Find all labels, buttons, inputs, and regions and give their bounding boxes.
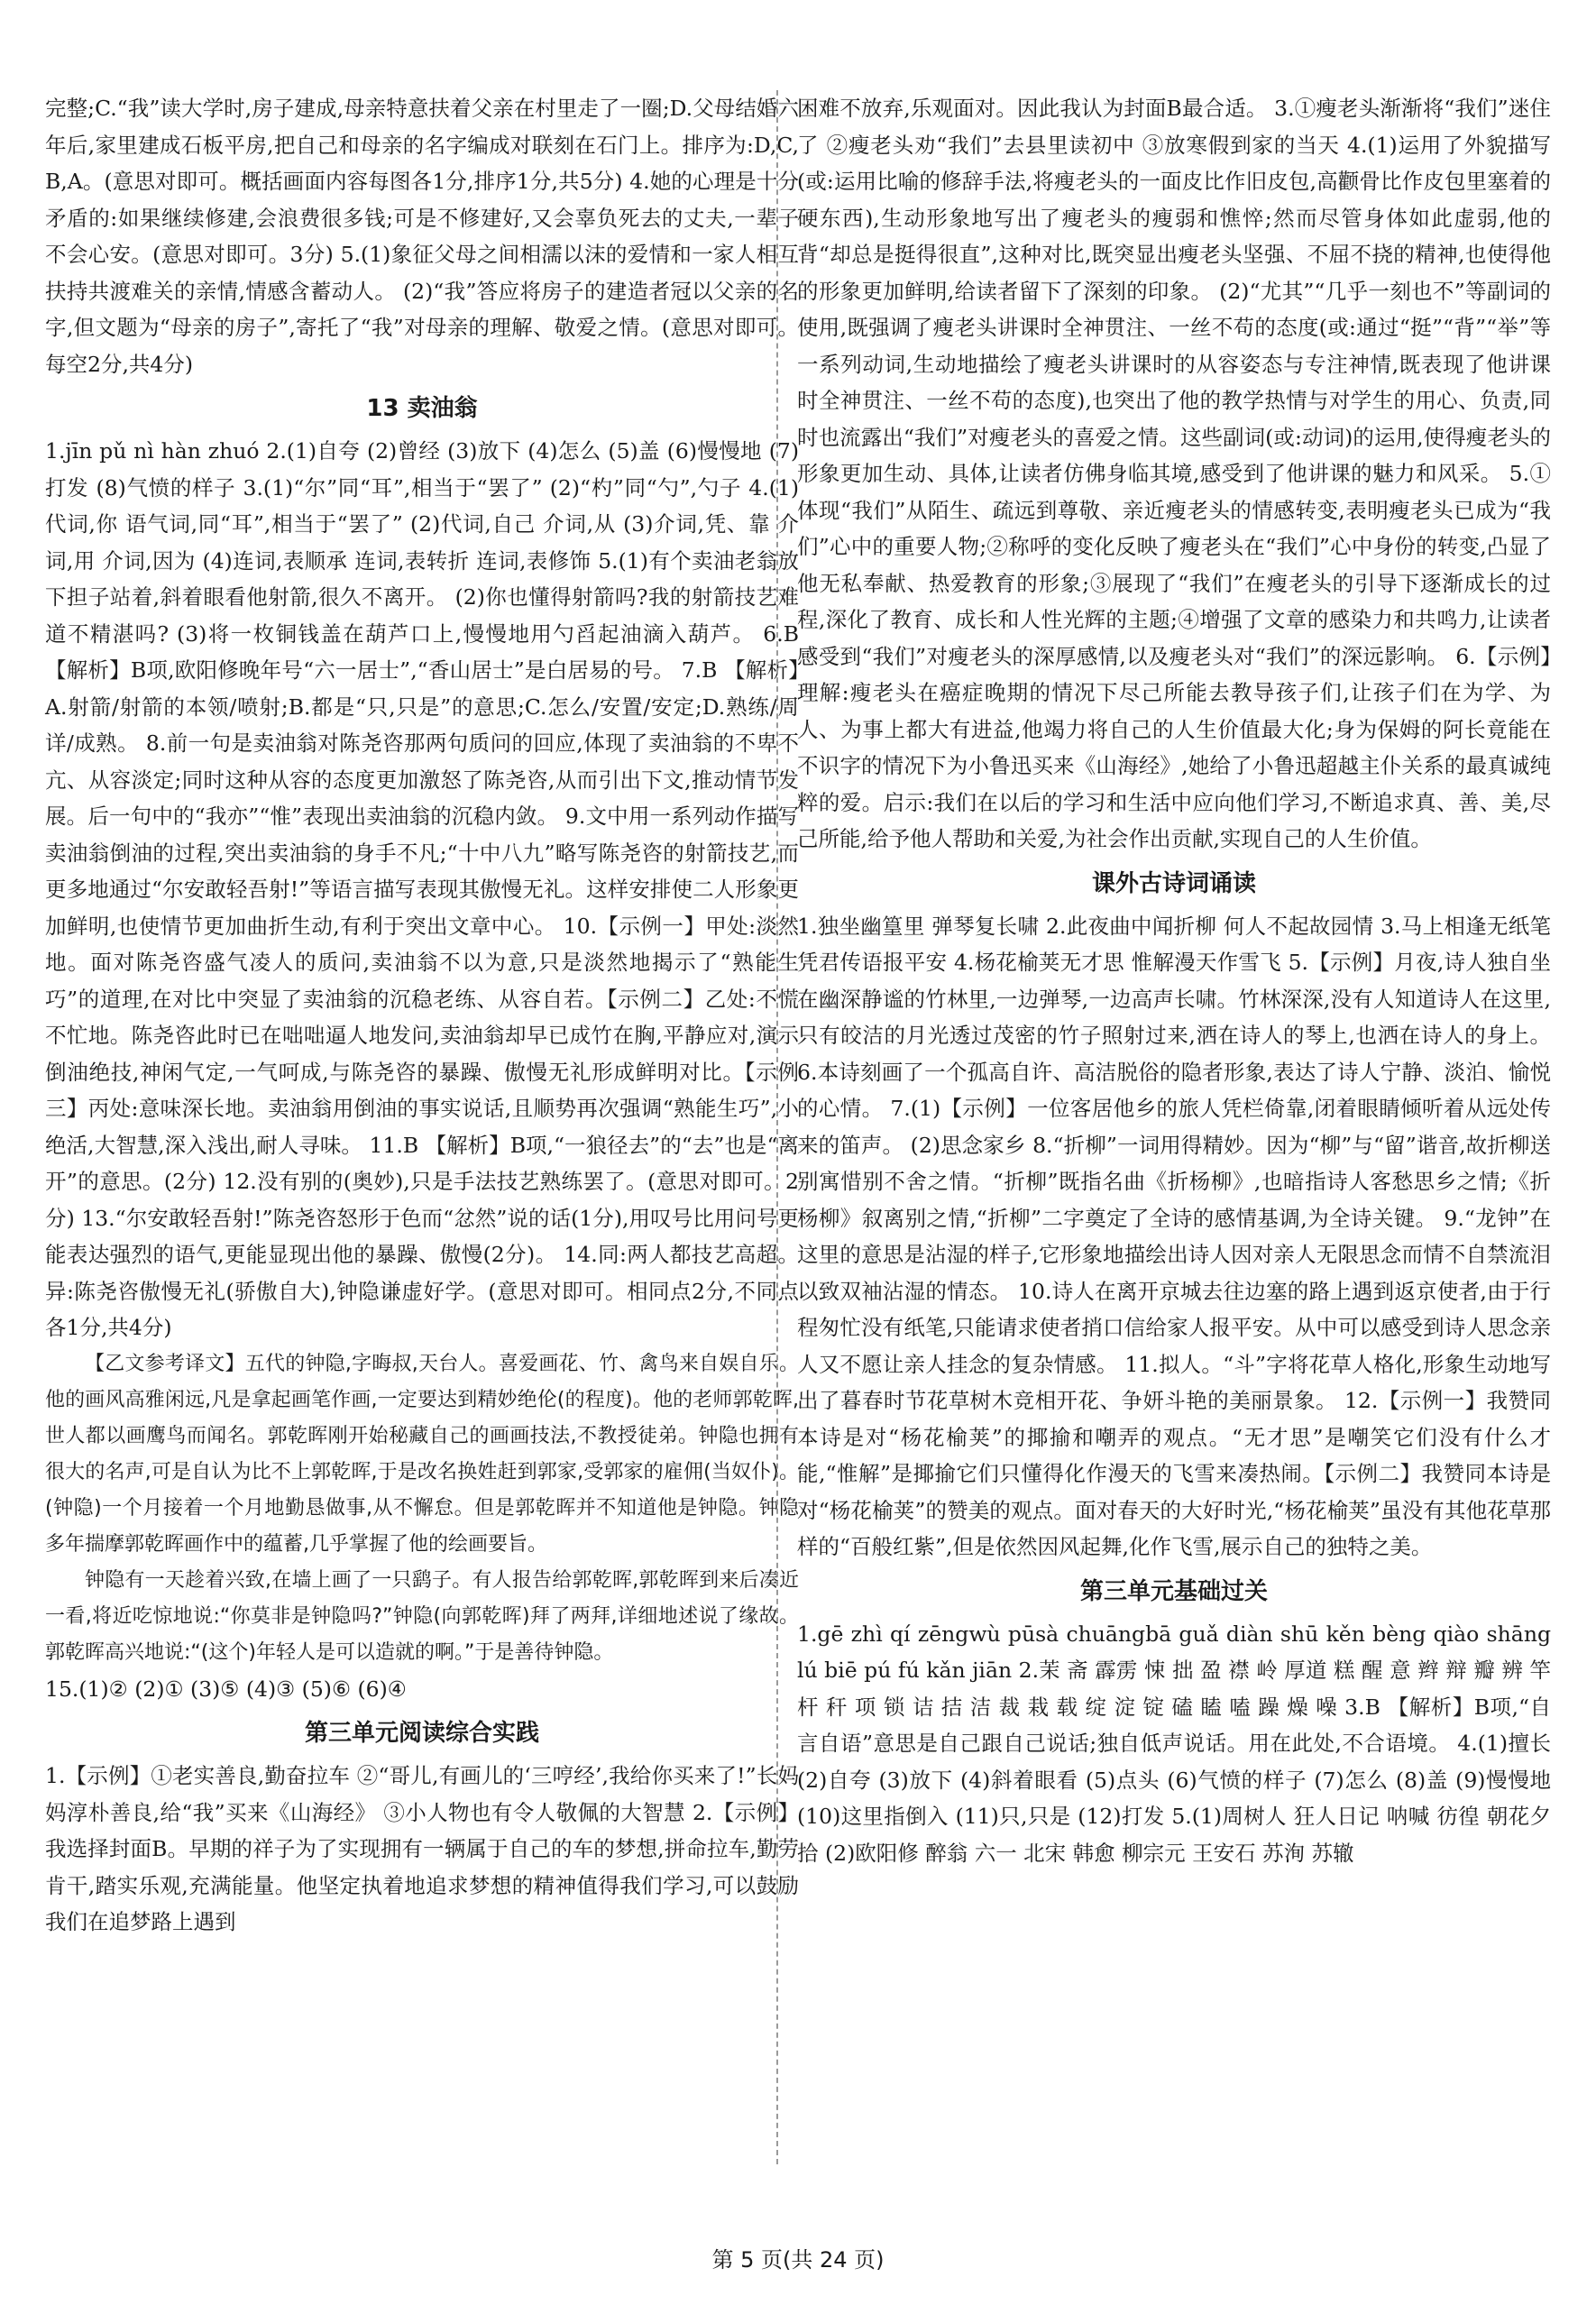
poetry-title: 课外古诗词诵读	[1091, 869, 1256, 897]
lesson12-answers-continued: 完整;C.“我”读大学时,房子建成,母亲特意扶着父亲在村里走了一圈;D.父母结婚六年后,家里建成石板平房,把自己和母亲的名字编成对联刻在石门上。排序为:D,C,B,A。(意思对即可。概括画面内容每图各1分,排序1分,共5分) 4.她的心理是十分矛盾的:如果继续修建,会浪费很多钱;可是不修建好,又会辜负死去的丈夫,一辈子不会心安。(意思对即可。3分) 5.(1)象征父母之间相濡以沫的爱情和一家人相互扶持共渡难关的亲情,情感含蓄动人。 (2)“我”答应将房子的建造者冠以父亲的名字,但文题为“母亲的房子”,寄托了“我”对母亲的理解、敬爱之情。(意思对即可。每空2分,共4分)	[45, 96, 799, 377]
lesson13-answers: 1.jīn pǔ nì hàn zhuó 2.(1)自夸 (2)曾经 (3)放下 (4)怎么 (5)盖 (6)慢慢地 (7)打发 (8)气愤的样子 3.(1)“尔”同“耳”,相当于“罢了” (2)“杓”同“勺”,勺子 4.(1)代词,你 语气词,同“耳”,相当于“罢了” (2)代词,自己 介词,从 (3)介词,凭、靠 介词,用 介词,因为 (4)连词,表顺承 连词,表转折 连词,表修饰 5.(1)有个卖油老翁放下担子站着,斜着眼看他射箭,很久不离开。 (2)你也懂得射箭吗?我的射箭技艺难道不精湛吗? (3)将一枚铜钱盖在葫芦口上,慢慢地用勺舀起油滴入葫芦。 6.B 【解析】B项,欧阳修晚年号“六一居士”,“香山居士”是白居易的号。 7.B 【解析】A.射箭/射箭的本领/喷射;B.都是“只,只是”的意思;C.怎么/安置/安定;D.熟练/周详/成熟。 8.前一句是卖油翁对陈尧咨那两句质问的回应,体现了卖油翁的不卑不亢、从容淡定;同时这种从容的态度更加激怒了陈尧咨,从而引出下文,推动情节发展。后一句中的“我亦”“惟”表现出卖油翁的沉稳内敛。 9.文中用一系列动作描写卖油翁倒油的过程,突出卖油翁的身手不凡;“十中八九”略写陈尧咨的射箭技艺,而更多地通过“尔安敢轻吾射!”等语言描写表现其傲慢无礼。这样安排使二人形象更加鲜明,也使情节更加曲折生动,有利于突出文章中心。 10.【示例一】甲处:淡然地。面对陈尧咨盛气凌人的质问,卖油翁不以为意,只是淡然地揭示了“熟能生巧”的道理,在对比中突显了卖油翁的沉稳老练、从容自若。【示例二】乙处:不慌不忙地。陈尧咨此时已在咄咄逼人地发问,卖油翁却早已成竹在胸,平静应对,演示倒油绝技,神闲气定,一气呵成,与陈尧咨的暴躁、傲慢无礼形成鲜明对比。【示例三】丙处:意味深长地。卖油翁用倒油的事实说话,且顺势再次强调“熟能生巧”,小绝活,大智慧,深入浅出,耐人寻味。 11.B 【解析】B项,“一狼径去”的“去”也是“离开”的意思。(2分) 12.没有别的(奥妙),只是手法技艺熟练罢了。(意思对即可。2分) 13.“尔安敢轻吾射!”陈尧咨怒形于色而“忿然”说的话(1分),用叹号比用问号更能表达强烈的语气,更能显现出他的暴躁、傲慢(2分)。 14.同:两人都技艺高超。异:陈尧咨傲慢无礼(骄傲自大),钟隐谦虚好学。(意思对即可。相同点2分,不同点各1分,共4分)	[45, 438, 799, 1340]
lesson13-title: 13 卖油翁	[366, 395, 478, 422]
translation-paragraph-1: 【乙文参考译文】五代的钟隐,字晦叔,天台人。喜爱画花、竹、禽鸟来自娱自乐。他的画风高雅闲远,凡是拿起画笔作画,一定要达到精妙绝伦(的程度)。他的老师郭乾晖,世人都以画鹰鸟而闻名。郭乾晖刚开始秘藏自己的画画技法,不教授徒弟。钟隐也拥有很大的名声,可是自认为比不上郭乾晖,于是改名换姓赶到郭家,受郭家的雇佣(当奴仆)。(钟隐)一个月接着一个月地勤恳做事,从不懈怠。但是郭乾晖并不知道他是钟隐。钟隐多年揣摩郭乾晖画作中的蕴蓄,几乎掌握了他的绘画要旨。	[45, 1352, 799, 1556]
lesson13-answer-15: 15.(1)② (2)① (3)⑤ (4)③ (5)⑥ (6)④	[45, 1676, 407, 1702]
unit3-reading-answers-continued: 困难不放弃,乐观面对。因此我认为封面B最合适。 3.①瘦老头渐渐将“我们”迷住了 ②瘦老头劝“我们”去县里读初中 ③放寒假到家的当天 4.(1)运用了外貌描写(或:运用比喻的修辞手法,将瘦老头的一面皮比作旧皮包,高颧骨比作皮包里塞着的硬东西),生动形象地写出了瘦老头的瘦弱和憔悴;然而尽管身体如此虚弱,他的背“却总是挺得很直”,这种对比,既突显出瘦老头坚强、不屈不挠的精神,也使得他的形象更加鲜明,给读者留下了深刻的印象。 (2)“尤其”“几乎一刻也不”等副词的使用,既强调了瘦老头讲课时全神贯注、一丝不苟的态度(或:通过“挺”“背”“举”等一系列动词,生动地描绘了瘦老头讲课时的从容姿态与专注神情,既表现了他讲课时全神贯注、一丝不苟的态度),也突出了他的教学热情与对学生的用心、负责,同时也流露出“我们”对瘦老头的喜爱之情。这些副词(或:动词)的运用,使得瘦老头的形象更加生动、具体,让读者仿佛身临其境,感受到了他讲课的魅力和风采。 5.①体现“我们”从陌生、疏远到尊敬、亲近瘦老头的情感转变,表明瘦老头已成为“我们”心中的重要人物;②称呼的变化反映了瘦老头在“我们”心中身份的转变,凸显了他无私奉献、热爱教育的形象;③展现了“我们”在瘦老头的引导下逐渐成长的过程,深化了教育、成长和人性光辉的主题;④增强了文章的感染力和共鸣力,让读者感受到“我们”对瘦老头的深厚感情,以及瘦老头对“我们”的深远影响。 6.【示例】理解:瘦老头在癌症晚期的情况下尽己所能去教导孩子们,让孩子们在为学、为人、为事上都大有进益,他竭力将自己的人生价值最大化;身为保姆的阿长竟能在不识字的情况下为小鲁迅买来《山海经》,她给了小鲁迅超越主仆关系的最真诚纯粹的爱。启示:我们在以后的学习和生活中应向他们学习,不断追求真、善、美,尽己所能,给予他人帮助和关爱,为社会作出贡献,实现自己的人生价值。	[797, 96, 1551, 851]
poetry-answers: 1.独坐幽篁里 弹琴复长啸 2.此夜曲中闻折柳 何人不起故园情 3.马上相逢无纸笔 凭君传语报平安 4.杨花榆荚无才思 惟解漫天作雪飞 5.【示例】月夜,诗人独自坐在幽深静谧的竹林里,一边弹琴,一边高声长啸。竹林深深,没有人知道诗人在这里,只有皎洁的月光透过茂密的竹子照射过来,洒在诗人的琴上,也洒在诗人的身上。 6.本诗刻画了一个孤高自许、高洁脱俗的隐者形象,表达了诗人宁静、淡泊、愉悦的心情。 7.(1)【示例】一位客居他乡的旅人凭栏倚靠,闭着眼睛倾听着从远处传来的笛声。 (2)思念家乡 8.“折柳”一词用得精妙。因为“柳”与“留”谐音,故折柳送别寓惜别不舍之情。“折柳”既指名曲《折杨柳》,也暗指诗人客愁思乡之情;《折杨柳》叙离别之情,“折柳”二字奠定了全诗的感情基调,为全诗关键。 9.“龙钟”在这里的意思是沾湿的样子,它形象地描绘出诗人因对亲人无限思念而情不自禁流泪以致双袖沾湿的情态。 10.诗人在离开京城去往边塞的路上遇到返京使者,由于行程匆忙没有纸笔,只能请求使者捎口信给家人报平安。从中可以感受到诗人思念亲人又不愿让亲人挂念的复杂情感。 11.拟人。“斗”字将花草人格化,形象生动地写出了暮春时节花草树木竞相开花、争妍斗艳的美丽景象。 12.【示例一】我赞同本诗是对“杨花榆荚”的揶揄和嘲弄的观点。“无才思”是嘲笑它们没有什么才能,“惟解”是揶揄它们只懂得化作漫天的飞雪来凑热闹。【示例二】我赞同本诗是对“杨花榆荚”的赞美的观点。面对春天的大好时光,“杨花榆荚”虽没有其他花草那样的“百般红紫”,但是依然因风起舞,化作飞雪,展示自己的独特之美。	[797, 913, 1551, 1559]
unit3-reading-answers: 1.【示例】①老实善良,勤奋拉车 ②“哥儿,有画儿的‘三哼经’,我给你买来了!”长妈妈淳朴善良,给“我”买来《山海经》 ③小人物也有令人敬佩的大智慧 2.【示例】我选择封面B。早期的祥子为了实现拥有一辆属于自己的车的梦想,拼命拉车,勤劳肯干,踏实乐观,充满能量。他坚定执着地追求梦想的精神值得我们学习,可以鼓励我们在追梦路上遇到	[45, 1763, 799, 1934]
translation-paragraph-2: 钟隐有一天趁着兴致,在墙上画了一只鹞子。有人报告给郭乾晖,郭乾晖到来后凑近一看,将近吃惊地说:“你莫非是钟隐吗?”钟隐(向郭乾晖)拜了两拜,详细地述说了缘故。郭乾晖高兴地说:“(这个)年轻人是可以造就的啊。”于是善待钟隐。	[45, 1568, 799, 1664]
unit3-reading-title: 第三单元阅读综合实践	[304, 1720, 539, 1747]
left-column	[45, 90, 799, 1941]
column-divider	[776, 90, 778, 2164]
right-column	[797, 90, 1551, 1871]
unit3-basic-answers: 1.gē zhì qí zēngwù pūsà chuāngbā guǎ diàn shū kěn bèng qiào shāng lú biē pú fú kǎn jiān 2.茉 斋 霹雳 悚 拙 盈 襟 岭 厚道 糕 醒 意 辫 辩 瓣 辨 竿 杆 秆 项 锁 诘 拮 洁 裁 栽 载 绽 淀 锭 磕 瞌 嗑 躁 燥 噪 3.B 【解析】B项,“自言自语”意思是自己跟自己说话;独自低声说话。用在此处,不合语境。 4.(1)擅长 (2)自夸 (3)放下 (4)斜着眼看 (5)点头 (6)气愤的样子 (7)怎么 (8)盖 (9)慢慢地 (10)这里指倒入 (11)只,只是 (12)打发 5.(1)周树人 狂人日记 呐喊 彷徨 朝花夕拾 (2)欧阳修 醉翁 六一 北宋 韩愈 柳宗元 王安石 苏洵 苏辙	[797, 1621, 1551, 1866]
page-footer: 第 5 页(共 24 页)	[711, 2247, 885, 2273]
unit3-basic-title: 第三单元基础过关	[1079, 1577, 1268, 1605]
